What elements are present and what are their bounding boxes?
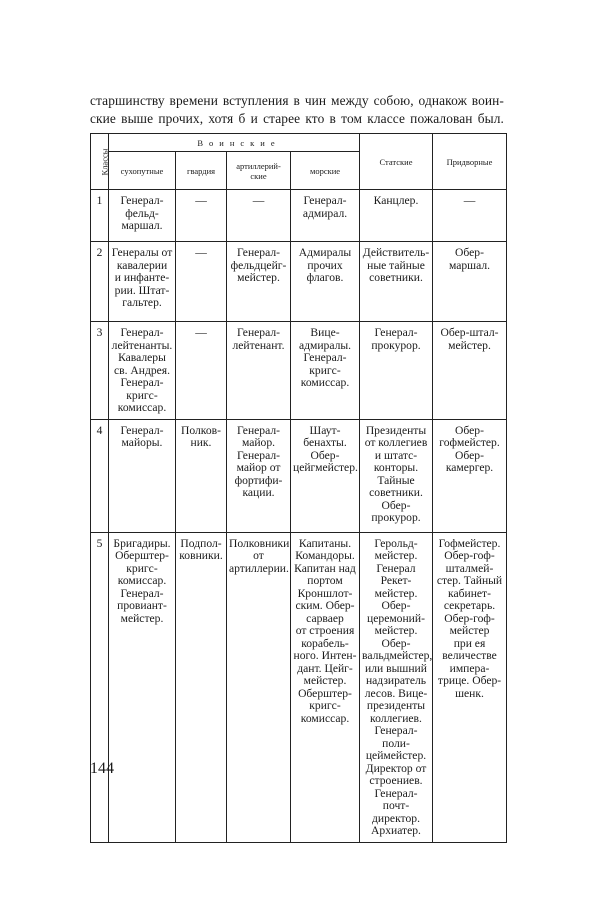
civil-header: Статские — [360, 134, 433, 190]
intro-line-1: старшинству времени вступления в чин между собою, однакож воин- — [90, 93, 504, 108]
guard-rank: — — [195, 194, 207, 207]
naval-rank: Капитаны. Командоры. Капитан над портом Кроншлот- ским. Обер- сарваер от строения корабель- ного. Интен- дант. Цейг- мейстер. Оберштер- кригс- комиссар. — [293, 536, 357, 725]
table-of-ranks — [90, 133, 507, 843]
intro-paragraph — [90, 92, 504, 128]
table-row — [91, 190, 507, 242]
artillery-rank: Генерал- майор. Генерал- майор от фортифи- кации. — [234, 423, 283, 499]
civil-rank: Канцлер. — [373, 194, 419, 207]
artillery-header: артиллерий- ские — [227, 152, 291, 190]
civil-rank: Генерал- прокурор. — [371, 326, 421, 352]
naval-header: морские — [291, 152, 360, 190]
table-row — [91, 419, 507, 532]
table-row — [91, 532, 507, 842]
class-number: 2 — [91, 242, 109, 322]
class-number: 1 — [91, 190, 109, 242]
guard-rank: — — [195, 326, 207, 339]
naval-rank: Вице- адмиралы. Генерал- кригс- комиссар. — [298, 326, 352, 389]
court-rank: — — [463, 194, 476, 207]
naval-rank: Шаут- бенахты. Обер- цейгмейстер. — [293, 423, 358, 474]
table-row — [91, 322, 507, 420]
naval-rank: Адмиралы прочих флагов. — [298, 246, 352, 284]
intro-line-2: ские выше прочих, хотя б и старее кто в том классе пожалован был. — [90, 111, 504, 126]
court-rank: Обер-штал- мейстер. — [440, 326, 499, 352]
civil-rank: Президенты от коллегиев и штатс- конторы. Тайные советники. Обер- прокурор. — [364, 423, 428, 524]
artillery-rank: Полковники от артиллерии. — [229, 536, 290, 575]
guard-rank: Полков- ник. — [181, 423, 221, 449]
court-rank: Обер- гофмейстер. Обер- камергер. — [439, 423, 500, 474]
classes-header: Классы — [91, 134, 109, 190]
artillery-rank: Генерал- лейтенант. — [232, 326, 285, 352]
court-rank: Гофмейстер. Обер-гоф- шталмей- стер. Тайный кабинет- секретарь. Обер-гоф- мейстер при ея величестве импера- трице. Обер- шенк. — [436, 536, 503, 700]
class-number: 5 — [91, 532, 109, 842]
civil-rank: Герольд- мейстер. Генерал Рекет- мейстер. Обер- церемоний- мейстер. Обер- вальдмейстер, или вышний надзиратель лесов. Вице- президенты коллегиев. Генерал-поли- цеймейстер. Директор от строениев. Генерал-почт- директор. Архиатер. — [362, 536, 433, 837]
artillery-rank: — — [252, 194, 265, 207]
civil-rank: Действитель- ные тайные советники. — [362, 246, 430, 284]
military-group-header: Воинские — [109, 134, 360, 152]
land-header: сухопутные — [109, 152, 176, 190]
land-rank: Генерал- майоры. — [120, 423, 164, 449]
class-number: 4 — [91, 419, 109, 532]
table-row — [91, 242, 507, 322]
page-number: 144 — [90, 760, 114, 777]
guard-rank: Подпол- ковники. — [179, 536, 223, 562]
land-rank: Генералы от кавалерии и инфанте- рии. Штат- гальтер. — [111, 246, 173, 309]
land-rank: Генерал- лейтенанты. Кавалеры св. Андрея. Генерал- кригс- комиссар. — [111, 326, 173, 414]
court-header: Придворные — [433, 134, 507, 190]
artillery-rank: Генерал- фельдцейг- мейстер. — [230, 246, 287, 284]
land-rank: Генерал- фельд- маршал. — [120, 194, 164, 232]
guard-rank: — — [195, 246, 207, 259]
naval-rank: Генерал- адмирал. — [302, 194, 348, 220]
court-rank: Обер- маршал. — [448, 246, 491, 272]
guard-header: гвардия — [176, 152, 227, 190]
class-number: 3 — [91, 322, 109, 420]
land-rank: Бригадиры. Оберштер- кригс- комиссар. Генерал- провиант- мейстер. — [113, 536, 171, 625]
